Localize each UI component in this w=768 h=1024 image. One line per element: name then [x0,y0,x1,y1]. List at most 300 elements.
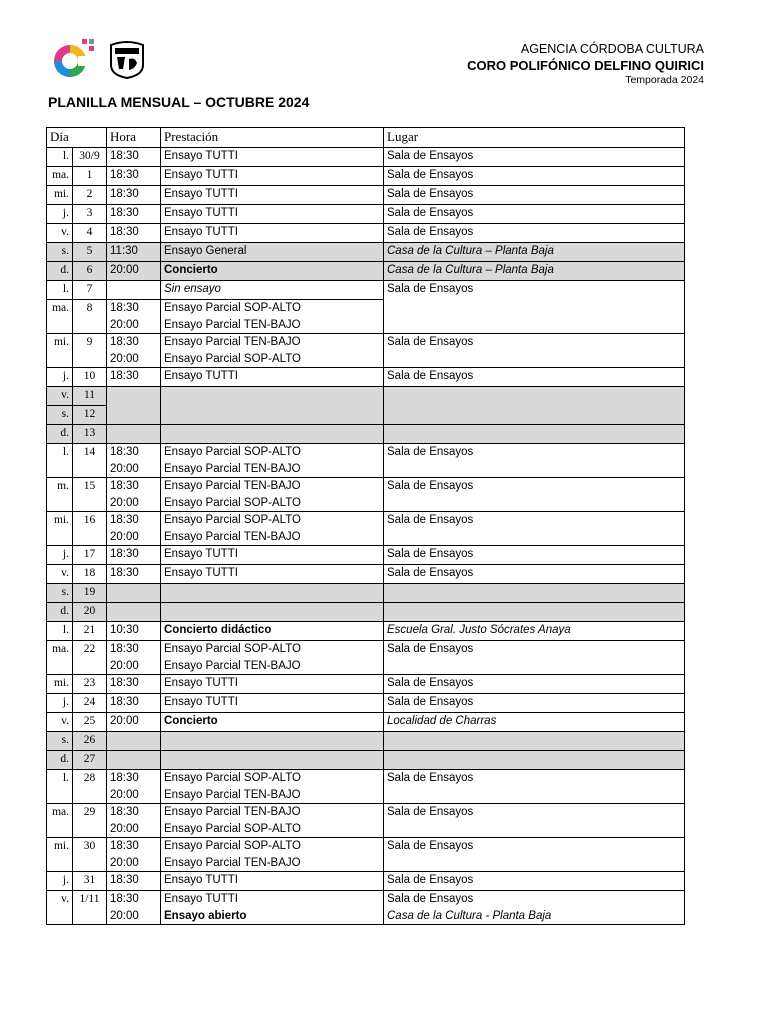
service-value: Concierto [164,264,218,276]
table-row [47,243,685,262]
day-of-week: j. [47,694,73,713]
service-cell [161,603,384,622]
place-cell [384,565,685,584]
time-value: 18:30 [110,150,139,162]
table-row [47,148,685,167]
table-row [47,368,685,387]
day-number: 11 [73,387,107,406]
day-of-week: l. [47,444,73,478]
time-cell [107,300,161,334]
table-row [47,751,685,770]
service-cell [161,368,384,387]
service-value: Concierto didáctico [164,624,272,636]
table-row [47,770,685,804]
day-number: 13 [73,425,107,444]
time-value: 18:30 [110,893,139,905]
service-cell [161,300,384,334]
table-row [47,546,685,565]
place-cell [384,387,685,425]
service-value: Ensayo Parcial TEN-BAJO [164,480,301,492]
choir-name: CORO POLIFÓNICO DELFINO QUIRICI [467,57,704,73]
service-value: Ensayo Parcial TEN-BAJO [164,530,301,543]
time-cell [107,205,161,224]
day-of-week: v. [47,387,73,406]
time-cell [107,565,161,584]
time-value: 18:30 [110,226,139,238]
place-value: Sala de Ensayos [387,567,474,579]
day-of-week: v. [47,565,73,584]
time-cell [107,732,161,751]
agency-name: AGENCIA CÓRDOBA CULTURA [520,42,704,56]
service-cell [161,838,384,872]
day-of-week: l. [47,281,73,300]
place-cell [384,584,685,603]
day-number: 18 [73,565,107,584]
day-number: 19 [73,584,107,603]
time-value: 20:00 [110,496,139,509]
table-row [47,838,685,872]
service-value: Ensayo TUTTI [164,226,238,238]
service-value: Ensayo TUTTI [164,370,238,382]
table-row [47,641,685,675]
time-value: 18:30 [110,336,139,348]
service-value: Ensayo Parcial TEN-BAJO [164,462,301,475]
place-value: Sala de Ensayos [387,370,474,382]
day-of-week: mi. [47,675,73,694]
day-of-week: mi. [47,512,73,546]
time-value: 20:00 [110,856,139,869]
day-of-week: mi. [47,334,73,368]
place-cell [384,641,685,675]
place-value: Sala de Ensayos [387,480,474,492]
place-cell [384,167,685,186]
service-value: Ensayo Parcial TEN-BAJO [164,318,301,331]
time-value: 18:30 [110,480,139,492]
service-value: Ensayo TUTTI [164,548,238,560]
time-cell [107,243,161,262]
col-day: Día [47,128,107,148]
day-of-week: mi. [47,186,73,205]
table-row [47,603,685,622]
day-of-week: v. [47,891,73,925]
place-cell [384,444,685,478]
place-value: Sala de Ensayos [387,207,474,219]
time-cell [107,387,161,425]
day-of-week: j. [47,205,73,224]
table-row [47,512,685,546]
service-value: Ensayo TUTTI [164,150,238,162]
place-value: Sala de Ensayos [387,226,474,238]
time-cell [107,262,161,281]
day-of-week: l. [47,622,73,641]
time-value: 18:30 [110,772,139,784]
schedule-body [47,148,685,925]
service-cell [161,186,384,205]
place-cell [384,186,685,205]
time-value: 18:30 [110,874,139,886]
table-row [47,205,685,224]
service-cell [161,804,384,838]
service-value: Ensayo TUTTI [164,893,238,905]
time-cell [107,584,161,603]
service-cell [161,622,384,641]
place-value: Sala de Ensayos [387,150,474,162]
day-of-week: j. [47,546,73,565]
day-of-week: ma. [47,300,73,334]
service-cell [161,224,384,243]
day-of-week: d. [47,751,73,770]
shield-logo [109,39,145,79]
time-value: 20:00 [110,822,139,835]
day-number: 14 [73,444,107,478]
day-of-week: s. [47,584,73,603]
time-value: 18:30 [110,806,139,818]
time-cell [107,281,161,300]
time-value: 18:30 [110,514,139,526]
service-value: Ensayo Parcial SOP-ALTO [164,514,301,526]
service-cell [161,425,384,444]
table-row [47,565,685,584]
place-value: Escuela Gral. Justo Sócrates Anaya [387,624,571,636]
day-number: 20 [73,603,107,622]
table-row [47,167,685,186]
time-cell [107,694,161,713]
day-of-week: j. [47,872,73,891]
table-row [47,387,685,406]
time-cell [107,512,161,546]
service-cell [161,387,384,425]
place-cell [384,148,685,167]
service-value: Ensayo TUTTI [164,567,238,579]
time-value: 18:30 [110,169,139,181]
service-value: Ensayo Parcial SOP-ALTO [164,772,301,784]
time-cell [107,622,161,641]
day-of-week: mi. [47,838,73,872]
service-value: Ensayo Parcial SOP-ALTO [164,302,301,314]
time-value: 20:00 [110,530,139,543]
day-of-week: j. [47,368,73,387]
place-cell [384,243,685,262]
day-of-week: v. [47,224,73,243]
time-cell [107,713,161,732]
day-of-week: ma. [47,804,73,838]
time-value: 18:30 [110,446,139,458]
time-value: 18:30 [110,370,139,382]
service-value: Ensayo abierto [164,909,247,922]
service-value: Ensayo Parcial TEN-BAJO [164,788,301,801]
col-place: Lugar [384,128,685,148]
place-cell [384,838,685,872]
place-cell [384,425,685,444]
service-value: Ensayo Parcial SOP-ALTO [164,822,301,835]
table-row [47,584,685,603]
time-value: 18:30 [110,548,139,560]
header-block [467,42,704,87]
service-cell [161,641,384,675]
service-value: Ensayo TUTTI [164,677,238,689]
place-value: Sala de Ensayos [387,696,474,708]
service-value: Ensayo General [164,245,247,257]
service-value: Ensayo Parcial SOP-ALTO [164,496,301,509]
time-cell [107,444,161,478]
place-cell [384,224,685,243]
place-cell [384,622,685,641]
time-value: 20:00 [110,462,139,475]
col-service: Prestación [161,128,384,148]
place-cell [384,478,685,512]
place-value: Sala de Ensayos [387,283,474,295]
time-cell [107,478,161,512]
place-cell [384,675,685,694]
place-value: Sala de Ensayos [387,336,474,348]
place-cell [384,713,685,732]
service-value: Ensayo TUTTI [164,874,238,886]
day-number: 16 [73,512,107,546]
day-of-week: d. [47,262,73,281]
cordoba-cultura-logo [52,37,96,81]
service-cell [161,732,384,751]
time-value: 18:30 [110,567,139,579]
table-row [47,444,685,478]
service-cell [161,584,384,603]
service-cell [161,565,384,584]
day-number: 4 [73,224,107,243]
time-value: 20:00 [110,264,139,276]
day-of-week: ma. [47,167,73,186]
place-cell [384,872,685,891]
time-cell [107,770,161,804]
time-cell [107,872,161,891]
day-number: 7 [73,281,107,300]
table-row [47,891,685,925]
time-value: 20:00 [110,318,139,331]
time-cell [107,838,161,872]
service-cell [161,205,384,224]
place-value: Sala de Ensayos [387,893,474,905]
place-value: Sala de Ensayos [387,874,474,886]
place-value: Sala de Ensayos [387,548,474,560]
place-cell [384,262,685,281]
time-value: 11:30 [110,245,138,257]
day-of-week: l. [47,148,73,167]
day-number: 24 [73,694,107,713]
col-time: Hora [107,128,161,148]
time-cell [107,224,161,243]
place-value: Casa de la Cultura – Planta Baja [387,245,554,257]
day-number: 28 [73,770,107,804]
place-cell [384,751,685,770]
time-cell [107,751,161,770]
day-number: 9 [73,334,107,368]
time-value: 18:30 [110,302,139,314]
service-cell [161,281,384,300]
day-number: 29 [73,804,107,838]
place-value: Casa de la Cultura – Planta Baja [387,264,554,276]
day-number: 2 [73,186,107,205]
time-value: 18:30 [110,677,139,689]
time-value: 18:30 [110,207,139,219]
schedule-table [46,127,685,925]
season-label: Temporada 2024 [625,73,704,86]
service-cell [161,891,384,925]
service-value: Ensayo Parcial SOP-ALTO [164,643,301,655]
service-value: Ensayo Parcial TEN-BAJO [164,659,301,672]
place-cell [384,603,685,622]
day-of-week: v. [47,713,73,732]
table-header-row [47,128,685,148]
table-row [47,425,685,444]
service-cell [161,167,384,186]
day-number: 23 [73,675,107,694]
service-value: Ensayo Parcial SOP-ALTO [164,352,301,365]
table-row [47,675,685,694]
place-value: Sala de Ensayos [387,446,474,458]
time-cell [107,546,161,565]
service-cell [161,444,384,478]
table-row [47,872,685,891]
day-number: 27 [73,751,107,770]
day-number: 30/9 [73,148,107,167]
place-value: Casa de la Cultura - Planta Baja [387,909,552,922]
day-of-week: s. [47,243,73,262]
day-number: 22 [73,641,107,675]
place-value: Sala de Ensayos [387,772,474,784]
service-value: Ensayo Parcial SOP-ALTO [164,840,301,852]
service-value: Ensayo Parcial SOP-ALTO [164,446,301,458]
day-of-week: l. [47,770,73,804]
place-cell [384,546,685,565]
place-cell [384,694,685,713]
service-cell [161,478,384,512]
day-number: 17 [73,546,107,565]
day-of-week: ma. [47,641,73,675]
day-number: 1 [73,167,107,186]
place-cell [384,732,685,751]
place-value: Sala de Ensayos [387,677,474,689]
place-cell [384,368,685,387]
table-row [47,622,685,641]
service-cell [161,675,384,694]
day-number: 10 [73,368,107,387]
day-number: 6 [73,262,107,281]
time-cell [107,641,161,675]
time-cell [107,675,161,694]
time-cell [107,368,161,387]
place-value: Sala de Ensayos [387,188,474,200]
day-number: 12 [73,406,107,425]
service-value: Ensayo Parcial TEN-BAJO [164,806,301,818]
table-row [47,186,685,205]
place-cell [384,281,685,334]
time-cell [107,186,161,205]
time-cell [107,804,161,838]
time-value: 20:00 [110,352,139,365]
table-row [47,281,685,300]
day-number: 21 [73,622,107,641]
service-cell [161,334,384,368]
service-value: Concierto [164,715,218,727]
service-cell [161,694,384,713]
day-number: 1/11 [73,891,107,925]
service-value: Ensayo TUTTI [164,207,238,219]
time-value: 10:30 [110,624,139,636]
service-value: Ensayo TUTTI [164,696,238,708]
time-cell [107,891,161,925]
day-number: 31 [73,872,107,891]
place-cell [384,205,685,224]
time-value: 18:30 [110,643,139,655]
table-row [47,262,685,281]
service-cell [161,243,384,262]
time-cell [107,603,161,622]
service-cell [161,148,384,167]
table-row [47,334,685,368]
time-cell [107,167,161,186]
service-value: Ensayo Parcial TEN-BAJO [164,856,301,869]
day-of-week: m. [47,478,73,512]
day-of-week: d. [47,603,73,622]
place-cell [384,770,685,804]
time-cell [107,334,161,368]
place-value: Sala de Ensayos [387,643,474,655]
day-of-week: s. [47,732,73,751]
page-title: PLANILLA MENSUAL – OCTUBRE 2024 [48,94,310,110]
table-row [47,224,685,243]
day-of-week: d. [47,425,73,444]
table-row [47,713,685,732]
service-value: Ensayo TUTTI [164,188,238,200]
table-row [47,804,685,838]
place-cell [384,334,685,368]
service-cell [161,872,384,891]
day-number: 25 [73,713,107,732]
table-row [47,478,685,512]
day-of-week: s. [47,406,73,425]
place-value: Sala de Ensayos [387,806,474,818]
day-number: 5 [73,243,107,262]
service-cell [161,751,384,770]
time-value: 20:00 [110,909,139,922]
day-number: 8 [73,300,107,334]
service-value: Ensayo TUTTI [164,169,238,181]
day-number: 26 [73,732,107,751]
place-value: Localidad de Charras [387,715,497,727]
service-cell [161,546,384,565]
service-cell [161,770,384,804]
place-cell [384,512,685,546]
service-cell [161,512,384,546]
day-number: 3 [73,205,107,224]
time-value: 18:30 [110,188,139,200]
place-value: Sala de Ensayos [387,840,474,852]
time-value: 20:00 [110,788,139,801]
time-cell [107,148,161,167]
table-row [47,732,685,751]
service-value: Sin ensayo [164,283,221,295]
day-number: 30 [73,838,107,872]
place-value: Sala de Ensayos [387,514,474,526]
time-value: 20:00 [110,659,139,672]
service-cell [161,262,384,281]
place-cell [384,804,685,838]
day-number: 15 [73,478,107,512]
time-value: 18:30 [110,696,139,708]
time-cell [107,425,161,444]
time-value: 20:00 [110,715,139,727]
place-cell [384,891,685,925]
time-value: 18:30 [110,840,139,852]
place-value: Sala de Ensayos [387,169,474,181]
